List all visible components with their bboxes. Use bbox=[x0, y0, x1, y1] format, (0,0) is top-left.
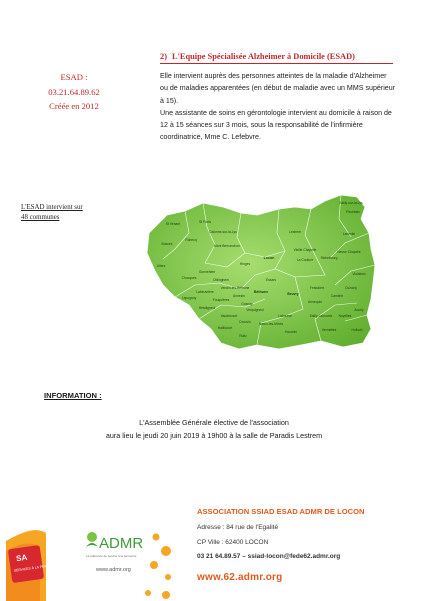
commune-label: Hinges bbox=[239, 262, 251, 266]
commune-label: Fleurbaix bbox=[346, 210, 360, 214]
commune-label: Lestrem bbox=[289, 230, 301, 234]
commune-label: Calonne-sur-la-Lys bbox=[209, 230, 237, 234]
section-number: 2) bbox=[160, 52, 167, 61]
information-text bbox=[86, 417, 342, 442]
commune-label: La Couture bbox=[296, 258, 314, 262]
commune-label: Beuvry bbox=[287, 292, 299, 296]
map-caption-line-1: L'ESAD intervient sur bbox=[21, 204, 83, 211]
commune-label: Vendin-lès-Béthune bbox=[220, 286, 250, 290]
commune-label: Gosnay bbox=[241, 302, 253, 306]
association-contact bbox=[197, 521, 340, 565]
commune-label: Hulluch bbox=[351, 328, 363, 332]
admr-logo bbox=[86, 532, 143, 558]
admr-tagline: La référence du service à la personne bbox=[86, 554, 137, 558]
commune-label: Annezin bbox=[233, 294, 245, 298]
commune-label: Locon bbox=[263, 256, 275, 260]
commune-label: St Floris bbox=[198, 220, 212, 224]
title-underline bbox=[160, 63, 393, 64]
commune-label: Sailly-Labourse bbox=[309, 314, 333, 318]
commune-label: Vermelles bbox=[321, 328, 337, 332]
map-caption-line-2: 48 communes bbox=[21, 214, 60, 221]
commune-label: Nœux-les-Mines bbox=[258, 322, 284, 326]
association-phone-email bbox=[197, 550, 340, 565]
commune-label: Sailly-sur-la-Lys bbox=[339, 201, 363, 205]
esad-created: Créée en 2012 bbox=[49, 101, 99, 111]
commune-label: Laventie bbox=[342, 232, 356, 236]
commune-label: Cuinchy bbox=[345, 286, 357, 290]
commune-label: Verquigneul bbox=[246, 308, 264, 312]
commune-label: Hesdigneul bbox=[198, 306, 216, 310]
description-paragraph-1: Elle intervient auprès des personnes atteintes de la maladie d'Alzheimer ou de maladies apparentées (en début de maladie avec un MMS supérieur à 15). bbox=[160, 72, 396, 105]
commune-label: Cambrin bbox=[330, 294, 344, 298]
esad-label: ESAD : bbox=[60, 72, 88, 82]
commune-label: Chocques bbox=[181, 276, 197, 280]
communes-map bbox=[145, 193, 377, 353]
commune-label: Béthune bbox=[253, 290, 269, 294]
commune-label: Houchin bbox=[284, 330, 298, 334]
association-city: CP Ville : 62400 LOCON bbox=[197, 538, 269, 546]
section-title-text: L'Equipe Spécialisée Alzheimer à Domicile (ESAD) bbox=[171, 52, 355, 61]
commune-label: Robecq bbox=[185, 238, 197, 242]
information-heading: INFORMATION : bbox=[44, 391, 102, 400]
commune-label: Vieille Chapelle bbox=[293, 248, 317, 252]
admr-logo-text: ADMR bbox=[99, 535, 144, 552]
commune-label: Festubert bbox=[310, 286, 324, 290]
association-name: ASSOCIATION SSIAD ESAD ADMR DE LOCON bbox=[197, 507, 365, 516]
commune-label: Neuve Chapelle bbox=[337, 250, 361, 254]
footer-illustration bbox=[6, 507, 188, 601]
information-line-1: L'Assemblée Générale élective de l'association bbox=[139, 418, 289, 427]
website-link[interactable]: www.62.admr.org bbox=[197, 572, 283, 583]
badge-mark: SA bbox=[15, 552, 28, 564]
commune-label: Gonnehem bbox=[198, 270, 216, 274]
commune-label: Violaines bbox=[352, 272, 366, 276]
esad-phone: 03.21.64.89.62 bbox=[48, 86, 100, 97]
commune-label: Ruitz bbox=[239, 334, 247, 338]
admr-url: www.admr.org bbox=[96, 567, 131, 573]
commune-label: Annequin bbox=[308, 300, 322, 304]
association-phone: 03 21 64.89.57 bbox=[197, 553, 241, 561]
association-address: Adresse : 84 rue de l'Egalité bbox=[197, 524, 279, 531]
commune-label: Haillicourt bbox=[217, 326, 233, 330]
commune-label: Vaudricourt bbox=[220, 314, 238, 318]
commune-label: Richebourg bbox=[320, 256, 338, 260]
admr-logo-icon bbox=[87, 532, 97, 542]
commune-label: Labourse bbox=[278, 314, 292, 318]
commune-label: Mont Bernanchon bbox=[213, 244, 241, 248]
commune-label: Fouquières bbox=[212, 298, 230, 302]
commune-label: St Venant bbox=[165, 222, 181, 226]
commune-label: Labeuvrière bbox=[196, 290, 214, 294]
description-text bbox=[160, 70, 396, 144]
commune-label: Drouvin bbox=[239, 320, 251, 324]
commune-label: Oblinghem bbox=[213, 278, 229, 282]
association-email[interactable]: – ssiad-locon@fede62.admr.org bbox=[242, 553, 341, 561]
section-title bbox=[160, 52, 355, 61]
description-paragraph-2: Une assistante de soins en gérontologie intervient au domicile à raison de 12 à 15 séances sur 3 mois, sous la responsabilité de l'infirmière coordinatrice, Mme C. Lefebvre. bbox=[160, 108, 392, 142]
commune-label: Busnes bbox=[161, 242, 173, 246]
esad-contact-box bbox=[28, 70, 120, 114]
services-badge bbox=[8, 545, 44, 583]
commune-label: Essars bbox=[265, 278, 277, 282]
map-caption bbox=[21, 203, 83, 223]
information-line-2: aura lieu le jeudi 20 juin 2019 à 19h00 à la salle de Paradis Lestrem bbox=[105, 430, 323, 440]
commune-label: Auchy bbox=[354, 308, 364, 312]
commune-label: Lillers bbox=[156, 264, 166, 268]
commune-label: Noyelles bbox=[338, 314, 352, 318]
badge-text: SERVICES À LA PERSONNE bbox=[13, 562, 59, 573]
commune-label: Lapugnoy bbox=[181, 296, 197, 300]
